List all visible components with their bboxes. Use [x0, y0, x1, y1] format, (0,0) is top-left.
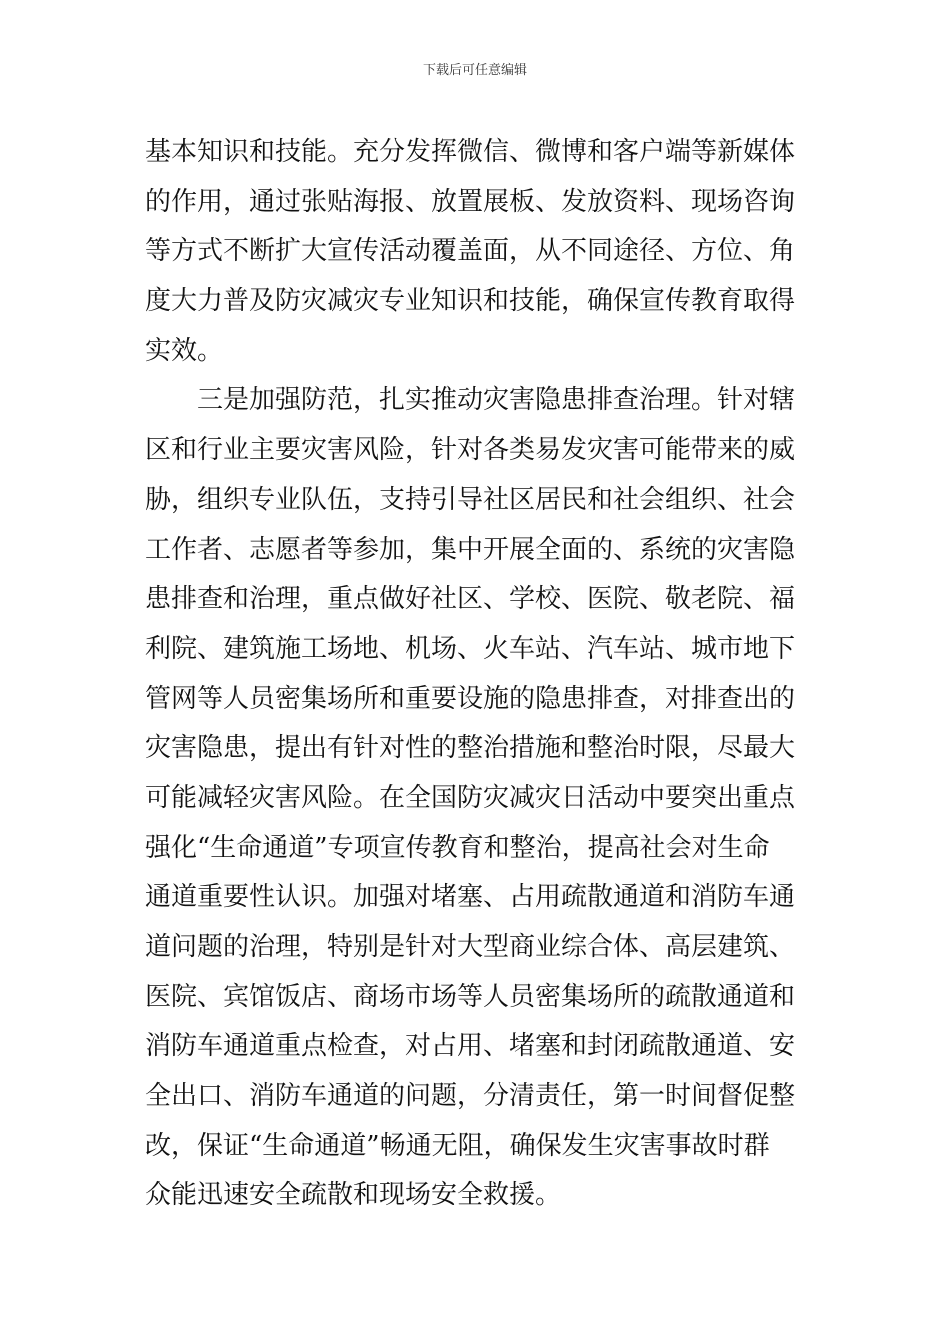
text-line: 三是加强防范，扎实推动灾害隐患排查治理。针对辖 [145, 385, 796, 416]
text-line: 道问题的治理，特别是针对大型商业综合体、高层建筑、 [145, 932, 796, 962]
text-line: 管网等人员密集场所和重要设施的隐患排查，对排查出的 [145, 683, 796, 714]
text-line: 患排查和治理，重点做好社区、学校、医院、敬老院、福 [145, 584, 796, 615]
text-line: 医院、宾馆饭店、商场市场等人员密集场所的疏散通道和 [145, 981, 796, 1012]
text-line: 度大力普及防灾减灾专业知识和技能，确保宣传教育取得 [145, 286, 796, 317]
text-line: 众能迅速安全疏散和现场安全救援。 [145, 1180, 562, 1211]
text-line: 改，保证“生命通道”畅通无阻，确保发生灾害事故时群 [145, 1130, 770, 1161]
text-line: 通道重要性认识。加强对堵塞、占用疏散通道和消防车通 [145, 882, 796, 913]
document-body [145, 128, 817, 1221]
text-line: 实效。 [145, 335, 224, 366]
text-line: 胁，组织专业队伍，支持引导社区居民和社会组织、社会 [145, 484, 796, 515]
text-line: 全出口、消防车通道的问题，分清责任，第一时间督促整 [145, 1081, 796, 1112]
text-line: 利院、建筑施工场地、机场、火车站、汽车站、城市地下 [145, 633, 796, 664]
text-line: 基本知识和技能。充分发挥微信、微博和客户端等新媒体 [145, 137, 796, 167]
text-line: 的作用，通过张贴海报、放置展板、发放资料、现场咨询 [145, 186, 796, 217]
text-line: 区和行业主要灾害风险，针对各类易发灾害可能带来的威 [145, 435, 796, 466]
page-header: 下载后可任意编辑 [422, 63, 527, 78]
text-line: 等方式不断扩大宣传活动覆盖面，从不同途径、方位、角 [145, 236, 796, 267]
text-line: 强化“生命通道”专项宣传教育和整治，提高社会对生命 [145, 832, 770, 863]
text-line: 灾害隐患，提出有针对性的整治措施和整治时限，尽最大 [145, 733, 796, 764]
text-line: 可能减轻灾害风险。在全国防灾减灾日活动中要突出重点 [145, 782, 796, 813]
text-line: 消防车通道重点检查，对占用、堵塞和封闭疏散通道、安 [145, 1031, 796, 1062]
text-line: 工作者、志愿者等参加，集中开展全面的、系统的灾害隐 [145, 534, 796, 565]
